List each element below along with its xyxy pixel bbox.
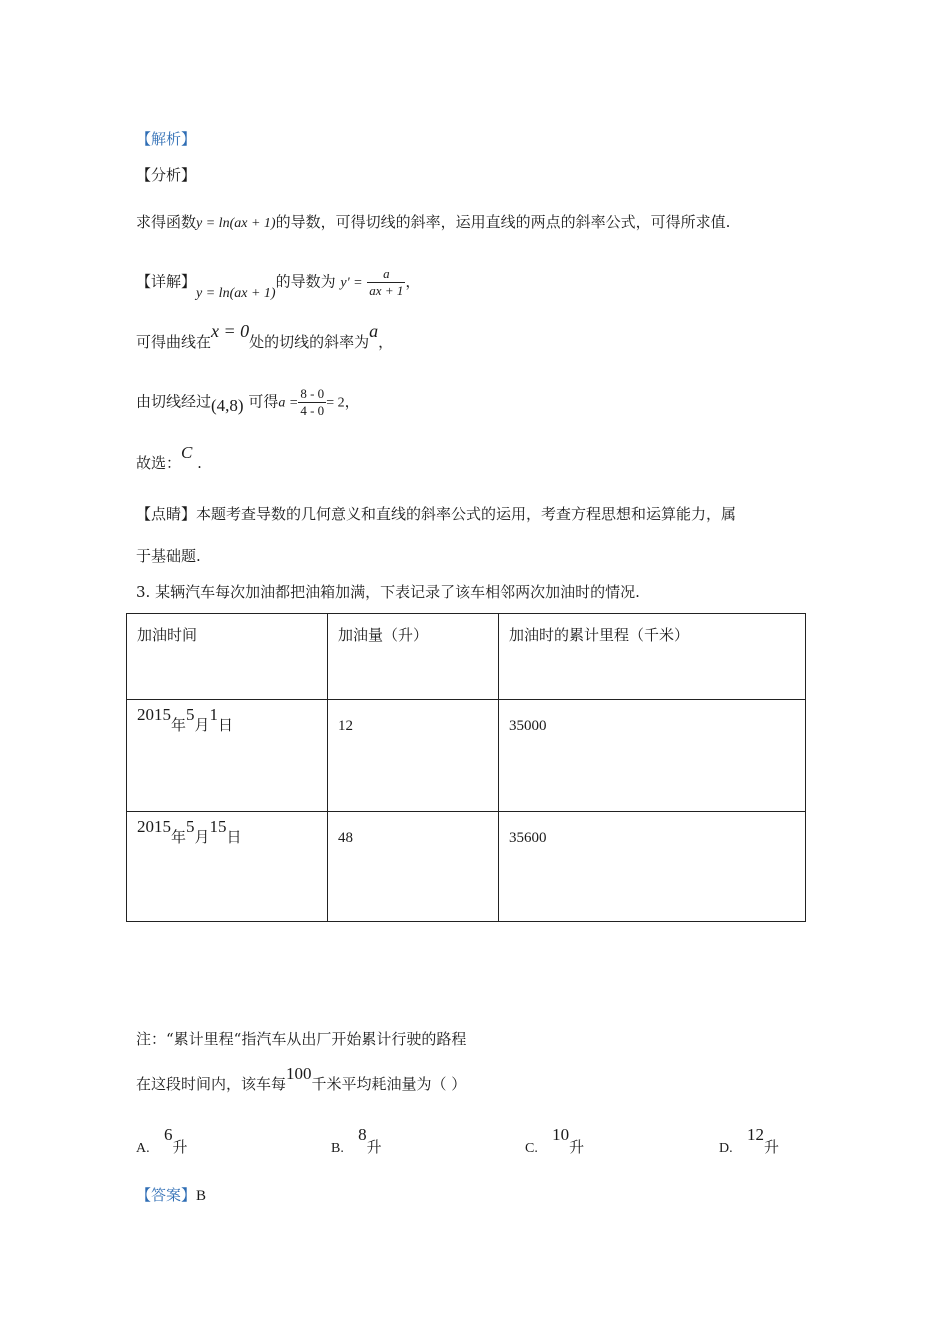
dianjing-text-1: 本题考查导数的几何意义和直线的斜率公式的运用，考查方程思想和运算能力，属	[196, 505, 737, 523]
solve-line	[136, 386, 360, 419]
line2-x-equals: x = 0	[211, 321, 250, 341]
derivative-denominator: ax + 1	[369, 283, 404, 298]
analysis-heading: 【解析】	[136, 130, 197, 148]
table-header-row	[127, 614, 806, 700]
row1-year-unit: 年	[171, 716, 187, 734]
fenxi-formula: y = ln(ax + 1)	[196, 216, 276, 231]
option-b-letter: B.	[331, 1141, 344, 1156]
row1-day-unit: 日	[218, 716, 234, 734]
derivative-fraction	[367, 266, 405, 299]
option-a-value: 6	[163, 1125, 173, 1144]
line3-text-b: 可得	[248, 392, 279, 411]
option-d-unit: 升	[763, 1138, 779, 1156]
choose-end: .	[197, 454, 202, 472]
line3-end: ，	[344, 392, 360, 411]
line3-point: (4,8)	[211, 395, 244, 415]
slope-fraction	[298, 386, 326, 419]
header-time: 加油时间	[127, 614, 328, 700]
row1-year: 2015	[137, 705, 171, 724]
row2-amount: 48	[328, 812, 499, 922]
row1-mileage: 35000	[499, 700, 806, 812]
choose-line	[136, 443, 202, 473]
fenxi-text-a: 求得函数	[136, 213, 197, 231]
line2-a-var: a	[369, 321, 379, 341]
row2-month: 5	[186, 817, 195, 836]
option-b-value: 8	[358, 1125, 367, 1144]
header-mileage: 加油时的累计里程（千米）	[499, 614, 806, 700]
header-amount: 加油量（升）	[328, 614, 499, 700]
option-c[interactable]	[525, 1125, 585, 1157]
row1-month-unit: 月	[194, 716, 210, 734]
question-stem: 3. 某辆汽车每次加油都把油箱加满，下表记录了该车相邻两次加油时的情况.	[136, 583, 640, 601]
slope-denominator: 4 - 0	[300, 403, 325, 418]
question-ask	[136, 1064, 467, 1094]
choose-label: 故选：	[136, 454, 182, 472]
line2-end: ，	[378, 333, 394, 351]
derivative-numerator: a	[367, 266, 405, 283]
fenxi-paragraph	[136, 211, 730, 232]
derivative-lhs: y' =	[340, 275, 363, 291]
xiangjie-heading: 【详解】	[136, 272, 197, 291]
line2-text-a: 可得曲线在	[136, 333, 212, 351]
table-row	[127, 812, 806, 922]
fenxi-heading: 【分析】	[136, 166, 197, 184]
ask-text-b: 千米平均耗油量为（ ）	[311, 1075, 467, 1093]
ask-number: 100	[286, 1064, 312, 1083]
xiangjie-formula: y = ln(ax + 1)	[196, 285, 276, 301]
row2-day-unit: 日	[226, 828, 242, 846]
row2-date	[127, 812, 328, 922]
row1-date	[127, 700, 328, 812]
line3-lhs: a =	[278, 395, 299, 411]
row1-month: 5	[186, 705, 195, 724]
line3-rhs: = 2	[326, 395, 345, 411]
fenxi-text-b: 的导数，可得切线的斜率，运用直线的两点的斜率公式，可得所求值.	[275, 213, 731, 231]
slope-line	[136, 321, 394, 352]
fuel-table	[126, 613, 806, 922]
option-c-letter: C.	[525, 1141, 538, 1156]
row2-mileage: 35600	[499, 812, 806, 922]
table-row	[127, 700, 806, 812]
line3-text-a: 由切线经过	[136, 392, 212, 411]
option-a-unit: 升	[172, 1138, 188, 1156]
dianjing-heading: 【点睛】	[136, 505, 197, 523]
row1-amount: 12	[328, 700, 499, 812]
xiangjie-line-1	[136, 266, 420, 299]
row1-day: 1	[209, 705, 219, 724]
choose-value: C	[181, 443, 193, 462]
ask-text-a: 在这段时间内，该车每	[136, 1075, 287, 1093]
xiangjie-text: 的导数为	[275, 272, 336, 291]
row2-month-unit: 月	[194, 828, 210, 846]
answer-line	[136, 1184, 206, 1205]
option-d[interactable]	[719, 1125, 779, 1157]
comma: ，	[405, 272, 421, 291]
answer-value: B	[196, 1188, 207, 1204]
table-note: 注：“累计里程“指汽车从出厂开始累计行驶的路程	[136, 1030, 467, 1048]
option-a[interactable]	[136, 1125, 188, 1157]
option-d-value: 12	[746, 1125, 764, 1144]
option-b-unit: 升	[366, 1138, 382, 1156]
row2-day: 15	[209, 817, 227, 836]
line2-text-b: 处的切线的斜率为	[249, 333, 370, 351]
row2-year-unit: 年	[171, 828, 187, 846]
dianjing-text-2: 于基础题.	[136, 547, 201, 565]
slope-numerator: 8 - 0	[300, 386, 325, 401]
answer-heading: 【答案】	[136, 1186, 197, 1204]
option-c-unit: 升	[569, 1138, 585, 1156]
option-c-value: 10	[552, 1125, 570, 1144]
option-a-letter: A.	[136, 1141, 150, 1156]
option-d-letter: D.	[719, 1141, 733, 1156]
row2-year: 2015	[137, 817, 171, 836]
dianjing-line-1	[136, 503, 736, 524]
option-b[interactable]	[331, 1125, 382, 1157]
